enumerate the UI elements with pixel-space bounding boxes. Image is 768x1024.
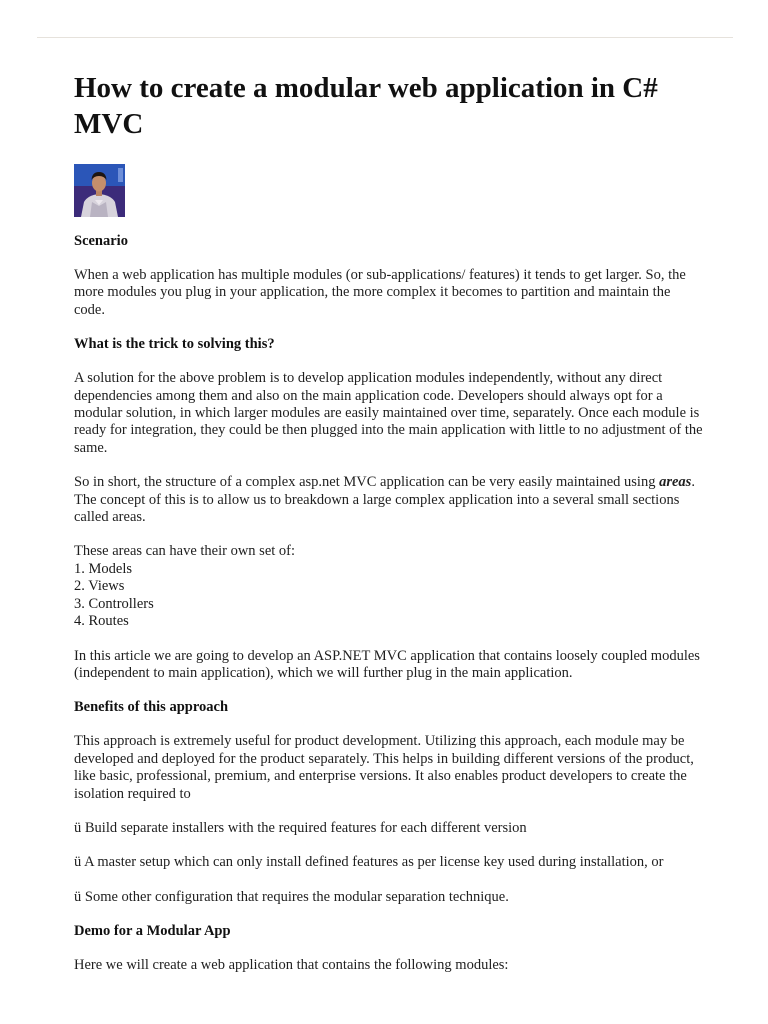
list-item: 2. Views [74,578,125,595]
list-item: 4. Routes [74,613,129,630]
trick-paragraph: A solution for the above problem is to develop application modules independently, without any direct dependencies among them and also on the main application code. Developers should always opt for a modular solution, in which larger modules are easily maintained over time, separately. Once each module is ready for integration, they could be then plugged into the main application with little to no adjustment of the same. [74,370,703,456]
article-intro-paragraph: In this article we are going to develop an ASP.NET MVC application that contains loosely coupled modules (independent to main application), which we will further plug in the main application. [74,647,700,681]
author-photo [74,164,125,217]
article-title: How to create a modular web application in C# MVC [74,72,658,140]
list-item: 1. Models [74,560,132,577]
benefit-item: ü Some other configuration that requires the modular separation technique. [74,888,509,905]
scenario-heading: Scenario [74,233,128,249]
top-divider [37,37,733,38]
demo-paragraph: Here we will create a web application that contains the following modules: [74,957,509,974]
benefit-item: ü Build separate installers with the required features for each different version [74,819,527,836]
areas-emphasis: areas [659,474,692,491]
areas-paragraph [74,474,704,526]
list-item: 3. Controllers [74,595,154,612]
benefits-heading: Benefits of this approach [74,699,229,716]
scenario-paragraph: When a web application has multiple modules (or sub-applications/ features) it tends to get larger. So, the more modules you plug in your application, the more complex it becomes to partition and maintain the code. [74,267,686,318]
benefit-item: ü A master setup which can only install defined features as per license key used during installation, or [74,854,664,871]
areas-text-before: So in short, the structure of a complex asp.net MVC application can be very easily maintained using [74,474,660,491]
article [74,70,704,975]
areas-text-after: . The concept of this is to allow us to breakdown a large complex application into a several small sections called areas. [74,474,695,526]
areas-list [74,561,704,631]
areas-intro: These areas can have their own set of: [74,543,296,560]
benefits-paragraph: This approach is extremely useful for product development. Utilizing this approach, each module may be developed and deployed for the product separately. This helps in building different versions of the product, like basic, professional, premium, and enterprise versions. It also enables product developers to create the isolation required to [74,733,694,802]
trick-heading: What is the trick to solving this? [74,336,275,353]
demo-heading: Demo for a Modular App [74,923,231,940]
